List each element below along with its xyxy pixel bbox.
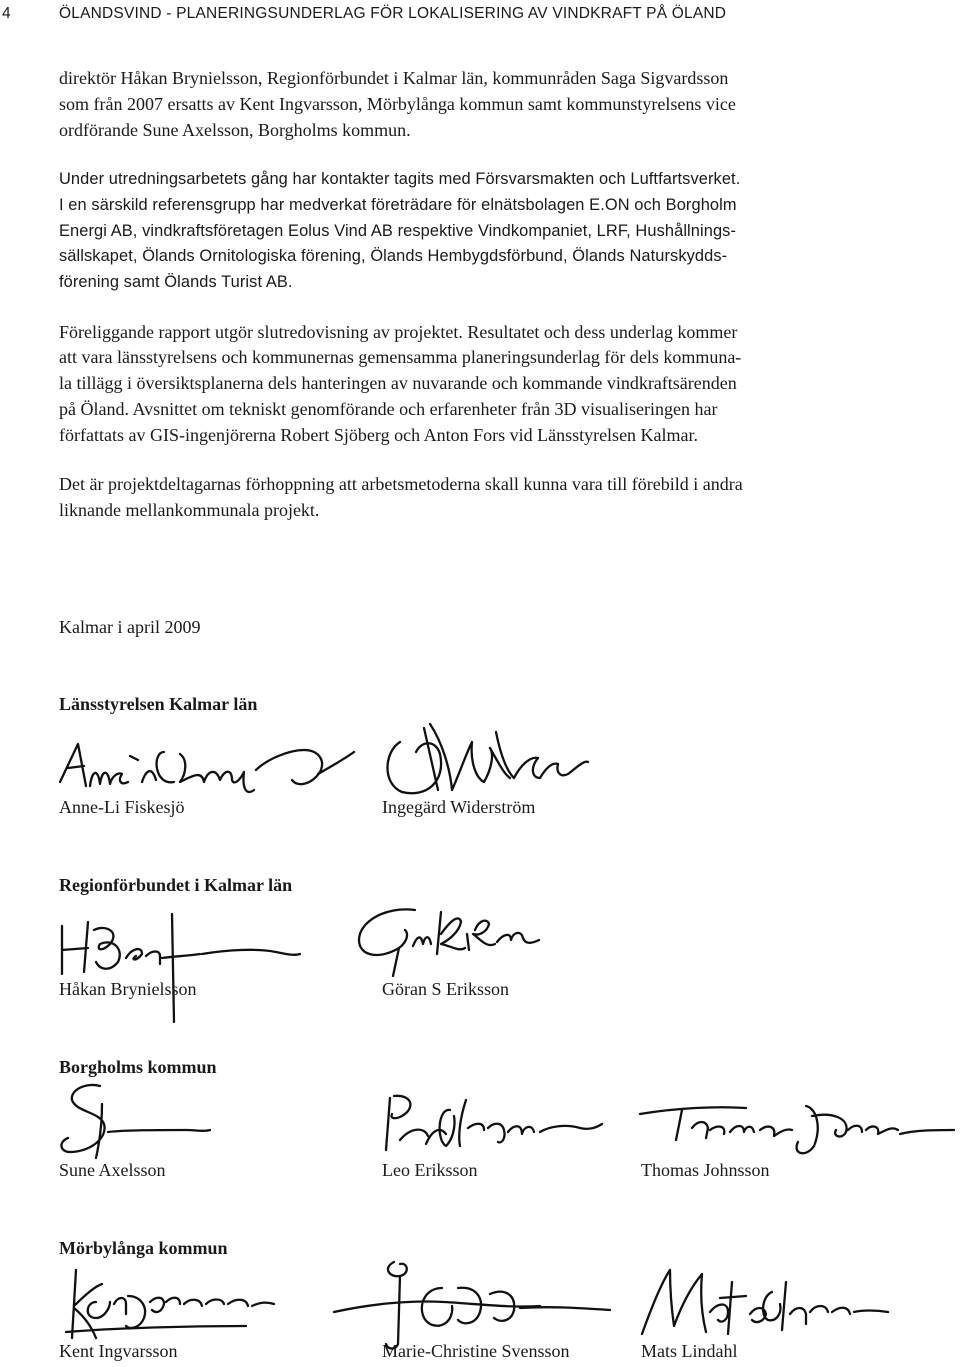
- signatory-name: Mats Lindahl: [641, 1341, 738, 1361]
- signature-goran-s-eriksson: [355, 900, 545, 980]
- place-date: Kalmar i april 2009: [59, 617, 201, 637]
- signature-kent-ingvarsson: [56, 1266, 276, 1348]
- signature-hakan-brynielsson: [56, 910, 301, 1025]
- signature-ingegard-widerstrom: [380, 712, 590, 798]
- signatory-name: Leo Eriksson: [382, 1160, 478, 1180]
- page-number: 4: [2, 5, 11, 22]
- signature-thomas-johnsson: [636, 1096, 956, 1160]
- text-line: författats av GIS-ingenjörerna Robert Sjöberg och Anton Fors vid Länsstyrelsen Kalmar.: [59, 424, 699, 445]
- text-line: ordförande Sune Axelsson, Borgholms kommun.: [59, 119, 411, 140]
- org-heading: Länsstyrelsen Kalmar län: [59, 694, 258, 714]
- text-line: Det är projektdeltagarnas förhoppning att arbetsmetoderna skall kunna vara till förebild i andra: [59, 474, 743, 495]
- signature-mats-lindahl: [636, 1262, 891, 1344]
- signature-anne-li-fiskesjo: [56, 730, 356, 798]
- signatory-name: Håkan Brynielsson: [59, 979, 197, 999]
- text-line: på Öland. Avsnittet om tekniskt genomförande och erfarenheter från 3D visualiseringen har: [59, 398, 718, 419]
- body-text: [59, 66, 939, 547]
- text-line: liknande mellankommunala projekt.: [59, 499, 320, 520]
- signature-marie-christine-svensson: [330, 1258, 615, 1353]
- signature-leo-eriksson: [380, 1088, 605, 1158]
- org-heading: Borgholms kommun: [59, 1057, 217, 1077]
- text-line: som från 2007 ersatts av Kent Ingvarsson, Mörbylånga kommun samt kommunstyrelsens vice: [59, 93, 736, 114]
- text-line: att vara länsstyrelsens och kommunernas gemensamma planeringsunderlag för dels kommuna-: [59, 347, 742, 368]
- signatory-name: Marie-Christine Svensson: [382, 1341, 570, 1361]
- running-header: [0, 2, 960, 26]
- signatory-name: Kent Ingvarsson: [59, 1341, 178, 1361]
- signatory-name: Anne-Li Fiskesjö: [59, 797, 185, 817]
- paragraph-report: [59, 320, 939, 449]
- paragraph-hope: [59, 472, 939, 524]
- signatory-name: Ingegärd Widerström: [382, 797, 536, 817]
- text-line: Under utredningsarbetets gång har kontakter tagits med Försvarsmakten och Luftfartsverket.: [59, 169, 741, 188]
- text-line: förening samt Ölands Turist AB.: [59, 273, 293, 292]
- signatory-name: Göran S Eriksson: [382, 979, 509, 999]
- paragraph-participants: [59, 66, 939, 143]
- text-line: direktör Håkan Brynielsson, Regionförbundet i Kalmar län, kommunråden Saga Sigvardsson: [59, 68, 729, 88]
- text-line: I en särskild referensgrupp har medverkat företrädare för elnätsbolagen E.ON och Borgholm: [59, 195, 737, 214]
- text-line: la tillägg i översiktsplanerna dels hanteringen av nuvarande och kommande vindkraftsärenden: [59, 373, 737, 394]
- signature-sune-axelsson: [56, 1080, 211, 1160]
- paragraph-reference-group: [59, 167, 939, 296]
- org-heading: Regionförbundet i Kalmar län: [59, 875, 293, 895]
- signatory-name: Sune Axelsson: [59, 1160, 166, 1180]
- running-title: ÖLANDSVIND - PLANERINGSUNDERLAG FÖR LOKALISERING AV VINDKRAFT PÅ ÖLAND: [59, 5, 727, 22]
- text-line: Föreliggande rapport utgör slutredovisning av projektet. Resultatet och dess underlag kommer: [59, 321, 738, 342]
- org-heading: Mörbylånga kommun: [59, 1238, 228, 1258]
- text-line: sällskapet, Ölands Ornitologiska förening, Ölands Hembygdsförbund, Ölands Naturskydds-: [59, 247, 728, 266]
- text-line: Energi AB, vindkraftsföretagen Eolus Vind AB respektive Vindkompaniet, LRF, Hushållnings-: [59, 221, 737, 240]
- signatory-name: Thomas Johnsson: [641, 1160, 770, 1180]
